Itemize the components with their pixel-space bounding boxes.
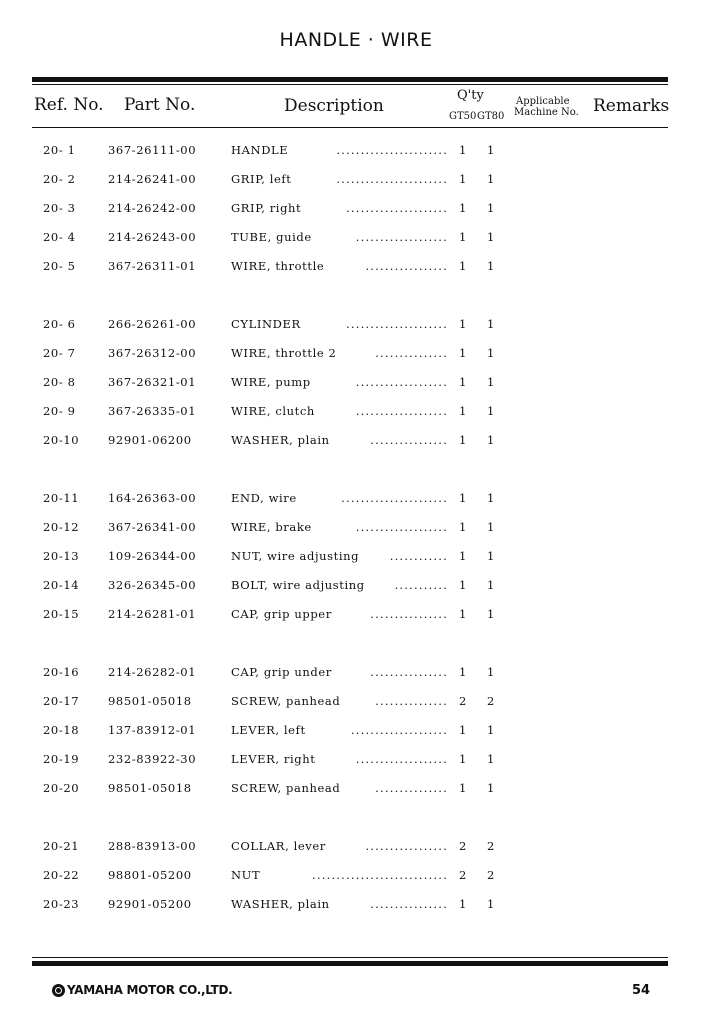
qty-gt50-cell: 1 [459,201,467,215]
dot-leader: ................ [370,665,448,679]
dot-leader: ............... [375,781,448,795]
ref-no-cell: 20-15 [43,607,80,621]
qty-gt50-cell: 1 [459,259,467,273]
dot-leader: ................... [355,752,448,766]
description-cell: GRIP, left [231,172,292,186]
part-no-cell: 164-26363-00 [108,491,197,505]
ref-no-cell: 20- 2 [43,172,76,186]
dot-leader: ..................... [346,317,448,331]
qty-gt80-cell: 1 [487,433,495,447]
table-row [0,143,712,161]
page-title: HANDLE · WIRE [279,29,433,51]
description-cell: CAP, grip upper [231,607,332,621]
part-no-cell: 214-26242-00 [108,201,197,215]
dot-leader: ................. [365,839,448,853]
table-row [0,607,712,625]
dot-leader: ............... [375,694,448,708]
dot-leader: ........... [394,578,448,592]
description-cell: COLLAR, lever [231,839,326,853]
part-no-cell: 98501-05018 [108,781,192,795]
table-row [0,491,712,509]
part-no-cell: 367-26341-00 [108,520,197,534]
part-no-cell: 367-26111-00 [108,143,197,157]
part-no-cell: 137-83912-01 [108,723,197,737]
table-row [0,839,712,857]
qty-gt50-cell: 1 [459,375,467,389]
qty-gt50-cell: 1 [459,433,467,447]
ref-no-cell: 20-13 [43,549,80,563]
dot-leader: ............................ [312,868,448,882]
dot-leader: ................... [355,230,448,244]
table-row [0,346,712,364]
qty-gt80-cell: 1 [487,491,495,505]
dot-leader: ................... [355,520,448,534]
qty-gt80-cell: 2 [487,839,495,853]
description-cell: NUT [231,868,261,882]
description-cell: WIRE, brake [231,520,312,534]
ref-no-cell: 20- 1 [43,143,76,157]
header-qty: Q'ty [457,88,484,103]
qty-gt80-cell: 1 [487,549,495,563]
dot-leader: ................... [355,375,448,389]
qty-gt80-cell: 1 [487,201,495,215]
ref-no-cell: 20-16 [43,665,80,679]
qty-gt50-cell: 1 [459,172,467,186]
description-cell: CYLINDER [231,317,301,331]
header-top-rule-thin [32,84,668,85]
company-logo [52,983,232,997]
table-row [0,694,712,712]
dot-leader: ....................... [336,172,448,186]
qty-gt80-cell: 1 [487,375,495,389]
qty-gt80-cell: 1 [487,897,495,911]
qty-gt50-cell: 1 [459,665,467,679]
ref-no-cell: 20- 7 [43,346,76,360]
description-cell: HANDLE [231,143,289,157]
description-cell: NUT, wire adjusting [231,549,360,563]
qty-gt80-cell: 1 [487,143,495,157]
description-cell: SCREW, panhead [231,781,341,795]
header-top-rule [32,77,668,82]
table-row [0,375,712,393]
ref-no-cell: 20- 8 [43,375,76,389]
ref-no-cell: 20-20 [43,781,80,795]
qty-gt50-cell: 1 [459,607,467,621]
description-cell: END, wire [231,491,297,505]
qty-gt80-cell: 1 [487,723,495,737]
qty-gt80-cell: 1 [487,404,495,418]
dot-leader: ............ [389,549,448,563]
ref-no-cell: 20- 6 [43,317,76,331]
part-no-cell: 367-26311-01 [108,259,197,273]
description-cell: TUBE, guide [231,230,312,244]
header-applicable-line2: Machine No. [514,107,579,118]
table-row [0,665,712,683]
qty-gt50-cell: 1 [459,491,467,505]
qty-gt50-cell: 1 [459,752,467,766]
dot-leader: ................ [370,897,448,911]
part-no-cell: 367-26335-01 [108,404,197,418]
part-no-cell: 266-26261-00 [108,317,197,331]
table-row [0,520,712,538]
description-cell: WASHER, plain [231,433,330,447]
dot-leader: ..................... [346,201,448,215]
table-row [0,172,712,190]
qty-gt80-cell: 1 [487,752,495,766]
description-cell: CAP, grip under [231,665,332,679]
part-no-cell: 326-26345-00 [108,578,197,592]
dot-leader: ................ [370,433,448,447]
table-row [0,723,712,741]
qty-gt80-cell: 1 [487,259,495,273]
qty-gt80-cell: 2 [487,694,495,708]
part-no-cell: 109-26344-00 [108,549,197,563]
dot-leader: ....................... [336,143,448,157]
description-cell: LEVER, left [231,723,306,737]
dot-leader: ...................... [341,491,448,505]
qty-gt50-cell: 1 [459,781,467,795]
footer-rule [32,961,668,966]
qty-gt80-cell: 1 [487,665,495,679]
qty-gt50-cell: 2 [459,839,467,853]
ref-no-cell: 20-17 [43,694,80,708]
qty-gt80-cell: 1 [487,172,495,186]
ref-no-cell: 20-19 [43,752,80,766]
header-ref-no: Ref. No. [34,95,104,115]
qty-gt80-cell: 1 [487,346,495,360]
ref-no-cell: 20-22 [43,868,80,882]
table-row [0,201,712,219]
table-row [0,549,712,567]
ref-no-cell: 20-12 [43,520,80,534]
dot-leader: ............... [375,346,448,360]
part-no-cell: 92901-06200 [108,433,192,447]
part-no-cell: 98801-05200 [108,868,192,882]
dot-leader: .................... [350,723,448,737]
qty-gt50-cell: 2 [459,868,467,882]
ref-no-cell: 20-14 [43,578,80,592]
description-cell: SCREW, panhead [231,694,341,708]
table-row [0,781,712,799]
qty-gt50-cell: 1 [459,143,467,157]
part-no-cell: 92901-05200 [108,897,192,911]
part-no-cell: 214-26241-00 [108,172,197,186]
table-row [0,317,712,335]
table-row [0,868,712,886]
part-no-cell: 214-26281-01 [108,607,197,621]
qty-gt80-cell: 1 [487,578,495,592]
table-row [0,404,712,422]
ref-no-cell: 20- 5 [43,259,76,273]
qty-gt50-cell: 1 [459,549,467,563]
table-row [0,230,712,248]
description-cell: WIRE, throttle 2 [231,346,337,360]
ref-no-cell: 20-11 [43,491,80,505]
ref-no-cell: 20-21 [43,839,80,853]
header-gt80: GT80 [477,111,505,122]
qty-gt50-cell: 2 [459,694,467,708]
header-gt50: GT50 [449,111,477,122]
part-no-cell: 232-83922-30 [108,752,197,766]
description-cell: BOLT, wire adjusting [231,578,365,592]
header-applicable-line1: Applicable [516,96,570,107]
page-number: 54 [632,983,651,998]
ref-no-cell: 20-18 [43,723,80,737]
qty-gt50-cell: 1 [459,230,467,244]
description-cell: WASHER, plain [231,897,330,911]
header-bottom-rule [32,127,668,128]
header-remarks: Remarks [593,96,670,116]
ref-no-cell: 20- 4 [43,230,76,244]
ref-no-cell: 20-23 [43,897,80,911]
qty-gt50-cell: 1 [459,723,467,737]
qty-gt80-cell: 1 [487,607,495,621]
description-cell: WIRE, pump [231,375,311,389]
table-row [0,897,712,915]
qty-gt80-cell: 1 [487,317,495,331]
ref-no-cell: 20- 3 [43,201,76,215]
qty-gt50-cell: 1 [459,404,467,418]
company-name: YAMAHA MOTOR CO.,LTD. [67,983,233,997]
description-cell: LEVER, right [231,752,316,766]
part-no-cell: 288-83913-00 [108,839,197,853]
qty-gt50-cell: 1 [459,578,467,592]
table-row [0,752,712,770]
ref-no-cell: 20-10 [43,433,80,447]
description-cell: GRIP, right [231,201,302,215]
qty-gt80-cell: 1 [487,520,495,534]
table-row [0,259,712,277]
part-no-cell: 367-26321-01 [108,375,197,389]
qty-gt50-cell: 1 [459,346,467,360]
part-no-cell: 98501-05018 [108,694,192,708]
header-part-no: Part No. [124,95,196,115]
dot-leader: ................. [365,259,448,273]
header-description: Description [284,96,384,116]
table-row [0,578,712,596]
part-no-cell: 367-26312-00 [108,346,197,360]
qty-gt80-cell: 1 [487,781,495,795]
qty-gt50-cell: 1 [459,317,467,331]
qty-gt50-cell: 1 [459,897,467,911]
dot-leader: ................... [355,404,448,418]
qty-gt50-cell: 1 [459,520,467,534]
footer-rule-thin [32,957,668,958]
qty-gt80-cell: 1 [487,230,495,244]
dot-leader: ................ [370,607,448,621]
description-cell: WIRE, clutch [231,404,315,418]
table-row [0,433,712,451]
part-no-cell: 214-26243-00 [108,230,197,244]
qty-gt80-cell: 2 [487,868,495,882]
description-cell: WIRE, throttle [231,259,325,273]
ref-no-cell: 20- 9 [43,404,76,418]
yamaha-logo-icon [52,984,65,997]
part-no-cell: 214-26282-01 [108,665,197,679]
